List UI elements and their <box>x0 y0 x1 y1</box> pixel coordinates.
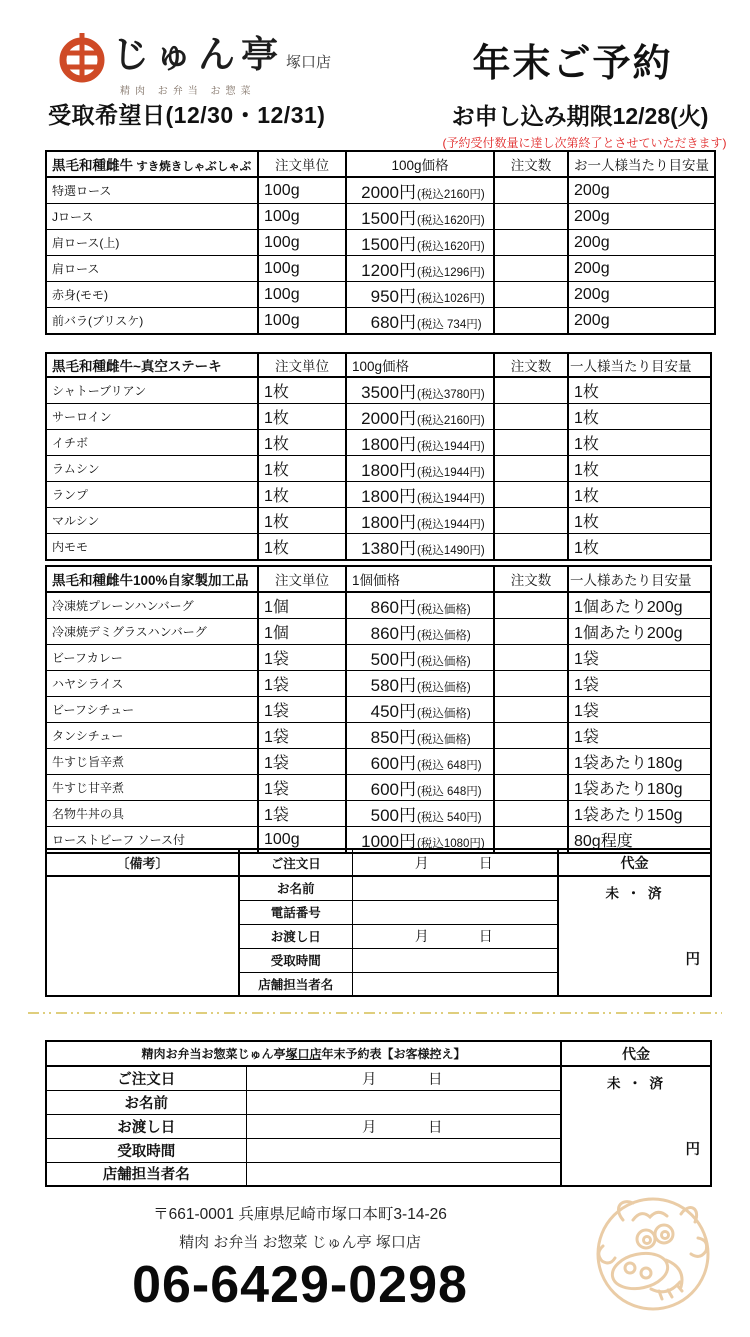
order-unit: 100g <box>258 204 346 230</box>
price-cell <box>346 482 494 508</box>
price-cell <box>346 775 494 801</box>
price-main: 860円 <box>370 624 416 643</box>
table-sukiyaki-shabushabu <box>45 150 716 335</box>
payment-area <box>561 1066 711 1186</box>
order-unit: 1枚 <box>258 377 346 404</box>
shop-address: 〒661-0001 兵庫県尼崎市塚口本町3-14-26 <box>153 1206 447 1223</box>
price-tax: (税込2160円) <box>417 189 485 201</box>
product-row <box>46 723 711 749</box>
price-cell <box>346 801 494 827</box>
order-unit: 1袋 <box>258 775 346 801</box>
order-unit: 1枚 <box>258 482 346 508</box>
order-quantity-cell <box>494 430 568 456</box>
order-quantity-cell <box>494 671 568 697</box>
product-name: ラムシン <box>46 456 258 482</box>
price-tax: (税込価格) <box>417 656 471 668</box>
column-header: 注文数 <box>494 353 568 377</box>
order-unit: 1個 <box>258 592 346 619</box>
product-name: Jロース <box>46 204 258 230</box>
price-cell <box>346 404 494 430</box>
field-value <box>352 900 558 924</box>
product-table-head <box>46 353 711 377</box>
price-cell <box>346 230 494 256</box>
price-tax: (税込1944円) <box>417 441 485 453</box>
order-quantity-cell <box>494 749 568 775</box>
quantity-notice: (予約受付数量に達し次第終了とさせていただきます) <box>442 136 727 150</box>
product-name: 内モモ <box>46 534 258 561</box>
footer <box>55 1202 545 1315</box>
payment-header: 代金 <box>558 849 711 876</box>
order-quantity-cell <box>494 308 568 335</box>
cut-line-divider <box>28 1012 722 1014</box>
pickup-dates: 受取希望日(12/30・12/31) <box>48 102 326 128</box>
price-tax: (税込3780円) <box>417 389 485 401</box>
table-title-cell <box>46 151 258 177</box>
order-quantity-cell <box>494 775 568 801</box>
per-person-guide: 1袋 <box>568 723 711 749</box>
column-header: 注文数 <box>494 151 568 177</box>
customer-copy-row <box>46 1066 711 1090</box>
price-tax: (税込価格) <box>417 708 471 720</box>
field-value <box>352 948 558 972</box>
order-quantity-cell <box>494 645 568 671</box>
price-tax: (税込 540円) <box>417 812 482 824</box>
per-person-guide: 200g <box>568 230 715 256</box>
customer-copy-grid <box>45 1040 712 1187</box>
per-person-guide: 1袋あたり180g <box>568 749 711 775</box>
field-value <box>246 1138 561 1162</box>
price-main: 600円 <box>370 754 416 773</box>
price-tax: (税込1944円) <box>417 493 485 505</box>
order-quantity-cell <box>494 534 568 561</box>
price-cell <box>346 723 494 749</box>
order-quantity-cell <box>494 204 568 230</box>
field-label: 受取時間 <box>239 948 352 972</box>
order-quantity-cell <box>494 801 568 827</box>
field-label: 受取時間 <box>46 1138 246 1162</box>
application-deadline: お申し込み期限12/28(火) <box>451 103 709 129</box>
price-cell <box>346 592 494 619</box>
product-row <box>46 404 711 430</box>
product-row <box>46 508 711 534</box>
payment-status: 未 ・ 済 <box>605 886 664 901</box>
header-row <box>46 353 711 377</box>
product-row <box>46 456 711 482</box>
product-name: 冷凍焼プレーンハンバーグ <box>46 592 258 619</box>
title-prefix: 精肉お弁当お惣菜じゅん亭 <box>141 1047 286 1061</box>
order-unit: 1袋 <box>258 801 346 827</box>
price-tax: (税込 648円) <box>417 786 482 798</box>
per-person-guide: 1袋 <box>568 671 711 697</box>
field-label: 電話番号 <box>239 900 352 924</box>
price-tax: (税込 734円) <box>417 319 482 331</box>
product-name: ランプ <box>46 482 258 508</box>
price-main: 500円 <box>370 806 416 825</box>
shop-name-line: 精肉 お弁当 お惣菜 じゅん亭 塚口店 <box>179 1234 421 1251</box>
product-name: サーロイン <box>46 404 258 430</box>
price-main: 1500円 <box>361 209 416 228</box>
field-label: ご注文日 <box>239 849 352 876</box>
field-label: 店舗担当者名 <box>239 972 352 996</box>
order-quantity-cell <box>494 404 568 430</box>
header-row <box>46 566 711 592</box>
product-table <box>45 150 716 335</box>
product-name: ビーフシチュー <box>46 697 258 723</box>
per-person-guide: 1枚 <box>568 377 711 404</box>
field-label: お名前 <box>46 1090 246 1114</box>
product-name: 牛すじ甘辛煮 <box>46 775 258 801</box>
price-cell <box>346 645 494 671</box>
price-tax: (税込価格) <box>417 734 471 746</box>
product-row <box>46 282 715 308</box>
per-person-guide: 1袋 <box>568 645 711 671</box>
field-value: 月 日 <box>246 1066 561 1090</box>
product-row <box>46 697 711 723</box>
per-person-guide: 200g <box>568 177 715 204</box>
column-header: 注文単位 <box>258 353 346 377</box>
price-main: 2000円 <box>361 183 416 202</box>
product-name: ビーフカレー <box>46 645 258 671</box>
product-name: 赤身(モモ) <box>46 282 258 308</box>
price-main: 450円 <box>370 702 416 721</box>
price-main: 1800円 <box>361 487 416 506</box>
price-cell <box>346 671 494 697</box>
column-header: 100g価格 <box>346 151 494 177</box>
price-main: 2000円 <box>361 409 416 428</box>
order-unit: 100g <box>258 282 346 308</box>
order-quantity-cell <box>494 723 568 749</box>
per-person-guide: 1枚 <box>568 430 711 456</box>
order-unit: 100g <box>258 308 346 335</box>
product-table-body <box>46 377 711 560</box>
product-table <box>45 352 712 561</box>
price-cell <box>346 308 494 335</box>
column-header: 注文数 <box>494 566 568 592</box>
product-name: 冷凍焼デミグラスハンバーグ <box>46 619 258 645</box>
product-name: 特選ロース <box>46 177 258 204</box>
column-header: 注文単位 <box>258 151 346 177</box>
price-cell <box>346 508 494 534</box>
title-branch: 塚口店 <box>285 1047 322 1061</box>
page-title: 年末ご予約 <box>472 43 673 85</box>
price-main: 1000円 <box>361 832 416 851</box>
per-person-guide: 200g <box>568 256 715 282</box>
price-cell <box>346 456 494 482</box>
payment-unit: 円 <box>685 1142 700 1158</box>
customer-copy-title <box>46 1041 561 1066</box>
price-main: 1200円 <box>361 261 416 280</box>
per-person-guide: 1枚 <box>568 456 711 482</box>
order-unit: 1枚 <box>258 508 346 534</box>
price-main: 600円 <box>370 780 416 799</box>
order-unit: 100g <box>258 230 346 256</box>
product-name: ハヤシライス <box>46 671 258 697</box>
product-row <box>46 177 715 204</box>
price-main: 1800円 <box>361 513 416 532</box>
order-unit: 1枚 <box>258 430 346 456</box>
price-main: 1500円 <box>361 235 416 254</box>
per-person-guide: 1枚 <box>568 482 711 508</box>
order-unit: 100g <box>258 256 346 282</box>
product-row <box>46 204 715 230</box>
brand-subtitle: 精肉 お弁当 お惣菜 <box>120 86 256 97</box>
product-name: 肩ロース <box>46 256 258 282</box>
order-unit: 1袋 <box>258 645 346 671</box>
order-quantity-cell <box>494 508 568 534</box>
per-person-guide: 1枚 <box>568 534 711 561</box>
price-tax: (税込1944円) <box>417 467 485 479</box>
product-name: 牛すじ旨辛煮 <box>46 749 258 775</box>
product-row <box>46 377 711 404</box>
order-unit: 100g <box>258 177 346 204</box>
price-tax: (税込1296円) <box>417 267 485 279</box>
column-header: 注文単位 <box>258 566 346 592</box>
order-quantity-cell <box>494 377 568 404</box>
product-name: シャトーブリアン <box>46 377 258 404</box>
price-main: 500円 <box>370 650 416 669</box>
column-header: 1個価格 <box>346 566 494 592</box>
field-label: お渡し日 <box>239 924 352 948</box>
order-quantity-cell <box>494 230 568 256</box>
order-detail-table <box>45 848 712 997</box>
product-row <box>46 801 711 827</box>
customer-copy-table <box>45 1040 712 1187</box>
price-main: 850円 <box>370 728 416 747</box>
order-quantity-cell <box>494 482 568 508</box>
payment-unit: 円 <box>685 952 700 968</box>
product-name: マルシン <box>46 508 258 534</box>
order-quantity-cell <box>494 177 568 204</box>
price-tax: (税込 648円) <box>417 760 482 772</box>
price-cell <box>346 749 494 775</box>
per-person-guide: 80g程度 <box>568 827 711 854</box>
order-detail-grid <box>45 848 712 997</box>
field-label: 店舗担当者名 <box>46 1162 246 1186</box>
price-main: 860円 <box>370 598 416 617</box>
memo-area <box>46 876 239 996</box>
per-person-guide: 1袋あたり180g <box>568 775 711 801</box>
per-person-guide: 200g <box>568 308 715 335</box>
per-person-guide: 1個あたり200g <box>568 592 711 619</box>
price-tax: (税込1944円) <box>417 519 485 531</box>
price-main: 680円 <box>370 313 416 332</box>
product-table-head <box>46 151 715 177</box>
column-header: 100g価格 <box>346 353 494 377</box>
field-value <box>352 876 558 900</box>
table-homemade-processed <box>45 565 712 854</box>
product-table-head <box>46 566 711 592</box>
product-row <box>46 671 711 697</box>
price-tax: (税込2160円) <box>417 415 485 427</box>
order-unit: 1袋 <box>258 697 346 723</box>
product-row <box>46 775 711 801</box>
price-tax: (税込1490円) <box>417 545 485 557</box>
field-value <box>246 1162 561 1186</box>
per-person-guide: 200g <box>568 204 715 230</box>
product-row <box>46 230 715 256</box>
product-name: タンシチュー <box>46 723 258 749</box>
per-person-guide: 1枚 <box>568 404 711 430</box>
per-person-guide: 1袋あたり150g <box>568 801 711 827</box>
table-title-sub: すき焼きしゃぶしゃぶ <box>133 160 252 173</box>
order-unit: 1枚 <box>258 404 346 430</box>
order-unit: 1袋 <box>258 749 346 775</box>
price-main: 3500円 <box>361 383 416 402</box>
order-unit: 1枚 <box>258 534 346 561</box>
price-tax: (税込1620円) <box>417 215 485 227</box>
product-name: ローストビーフ ソース付 <box>46 827 258 854</box>
product-table <box>45 565 712 854</box>
product-name: 前バラ(ブリスケ) <box>46 308 258 335</box>
shop-phone-number: 06-6429-0298 <box>132 1256 468 1314</box>
table-title: 黒毛和種雌牛100%自家製加工品 <box>52 572 249 588</box>
product-name: イチボ <box>46 430 258 456</box>
brand-line <box>112 24 331 78</box>
product-row <box>46 749 711 775</box>
order-unit: 1個 <box>258 619 346 645</box>
product-row <box>46 534 711 561</box>
brand-branch: 塚口店 <box>286 53 332 71</box>
product-name: 肩ロース(上) <box>46 230 258 256</box>
field-label: お渡し日 <box>46 1114 246 1138</box>
order-unit: 1袋 <box>258 671 346 697</box>
order-quantity-cell <box>494 456 568 482</box>
order-quantity-cell <box>494 619 568 645</box>
column-header: 一人様あたり目安量 <box>568 566 711 592</box>
field-value: 月 日 <box>352 924 558 948</box>
field-value: 月 日 <box>246 1114 561 1138</box>
per-person-guide: 1袋 <box>568 697 711 723</box>
product-name: 名物牛丼の具 <box>46 801 258 827</box>
order-unit: 100g <box>258 827 346 854</box>
product-row <box>46 308 715 335</box>
price-cell <box>346 377 494 404</box>
table-title-cell <box>46 566 258 592</box>
product-row <box>46 645 711 671</box>
field-value <box>246 1090 561 1114</box>
order-quantity-cell <box>494 592 568 619</box>
field-value: 月 日 <box>352 849 558 876</box>
price-cell <box>346 534 494 561</box>
memo-header: 〔備考〕 <box>46 849 239 876</box>
order-detail-header-row <box>46 849 711 876</box>
product-row <box>46 619 711 645</box>
price-tax: (税込1026円) <box>417 293 485 305</box>
payment-area <box>558 876 711 996</box>
price-tax: (税込1080円) <box>417 838 485 850</box>
per-person-guide: 200g <box>568 282 715 308</box>
price-cell <box>346 204 494 230</box>
product-table-body <box>46 177 715 334</box>
column-header: お一人様当たり目安量 <box>568 151 715 177</box>
price-cell <box>346 256 494 282</box>
order-detail-row <box>46 876 711 900</box>
table-title: 黒毛和種雌牛 <box>52 157 133 173</box>
price-main: 1800円 <box>361 435 416 454</box>
table-vacuum-steak <box>45 352 712 561</box>
price-main: 1800円 <box>361 461 416 480</box>
field-value <box>352 972 558 996</box>
payment-status: 未 ・ 済 <box>606 1076 665 1091</box>
price-tax: (税込価格) <box>417 682 471 694</box>
price-main: 950円 <box>370 287 416 306</box>
customer-copy-header-row <box>46 1041 711 1066</box>
price-tax: (税込価格) <box>417 604 471 616</box>
price-cell <box>346 619 494 645</box>
order-quantity-cell <box>494 697 568 723</box>
price-cell <box>346 697 494 723</box>
order-unit: 1枚 <box>258 456 346 482</box>
shop-logo-icon <box>56 30 108 89</box>
price-tax: (税込価格) <box>417 630 471 642</box>
brand-name: じゅん亭 <box>112 32 284 76</box>
price-cell <box>346 282 494 308</box>
product-row <box>46 482 711 508</box>
price-main: 1380円 <box>361 539 416 558</box>
per-person-guide: 1個あたり200g <box>568 619 711 645</box>
field-label: お名前 <box>239 876 352 900</box>
title-suffix: 年末予約表【お客様控え】 <box>321 1047 466 1061</box>
table-title: 黒毛和種雌牛~真空ステーキ <box>52 358 222 374</box>
order-quantity-cell <box>494 256 568 282</box>
product-row <box>46 592 711 619</box>
price-main: 580円 <box>370 676 416 695</box>
order-unit: 1袋 <box>258 723 346 749</box>
table-title-cell <box>46 353 258 377</box>
price-cell <box>346 430 494 456</box>
header-row <box>46 151 715 177</box>
column-header: 一人様当たり目安量 <box>568 353 711 377</box>
price-tax: (税込1620円) <box>417 241 485 253</box>
cow-logo-icon <box>593 1192 713 1319</box>
per-person-guide: 1枚 <box>568 508 711 534</box>
product-table-body <box>46 592 711 853</box>
product-row <box>46 430 711 456</box>
price-cell <box>346 177 494 204</box>
payment-header: 代金 <box>561 1041 711 1066</box>
field-label: ご注文日 <box>46 1066 246 1090</box>
product-row <box>46 256 715 282</box>
order-quantity-cell <box>494 282 568 308</box>
